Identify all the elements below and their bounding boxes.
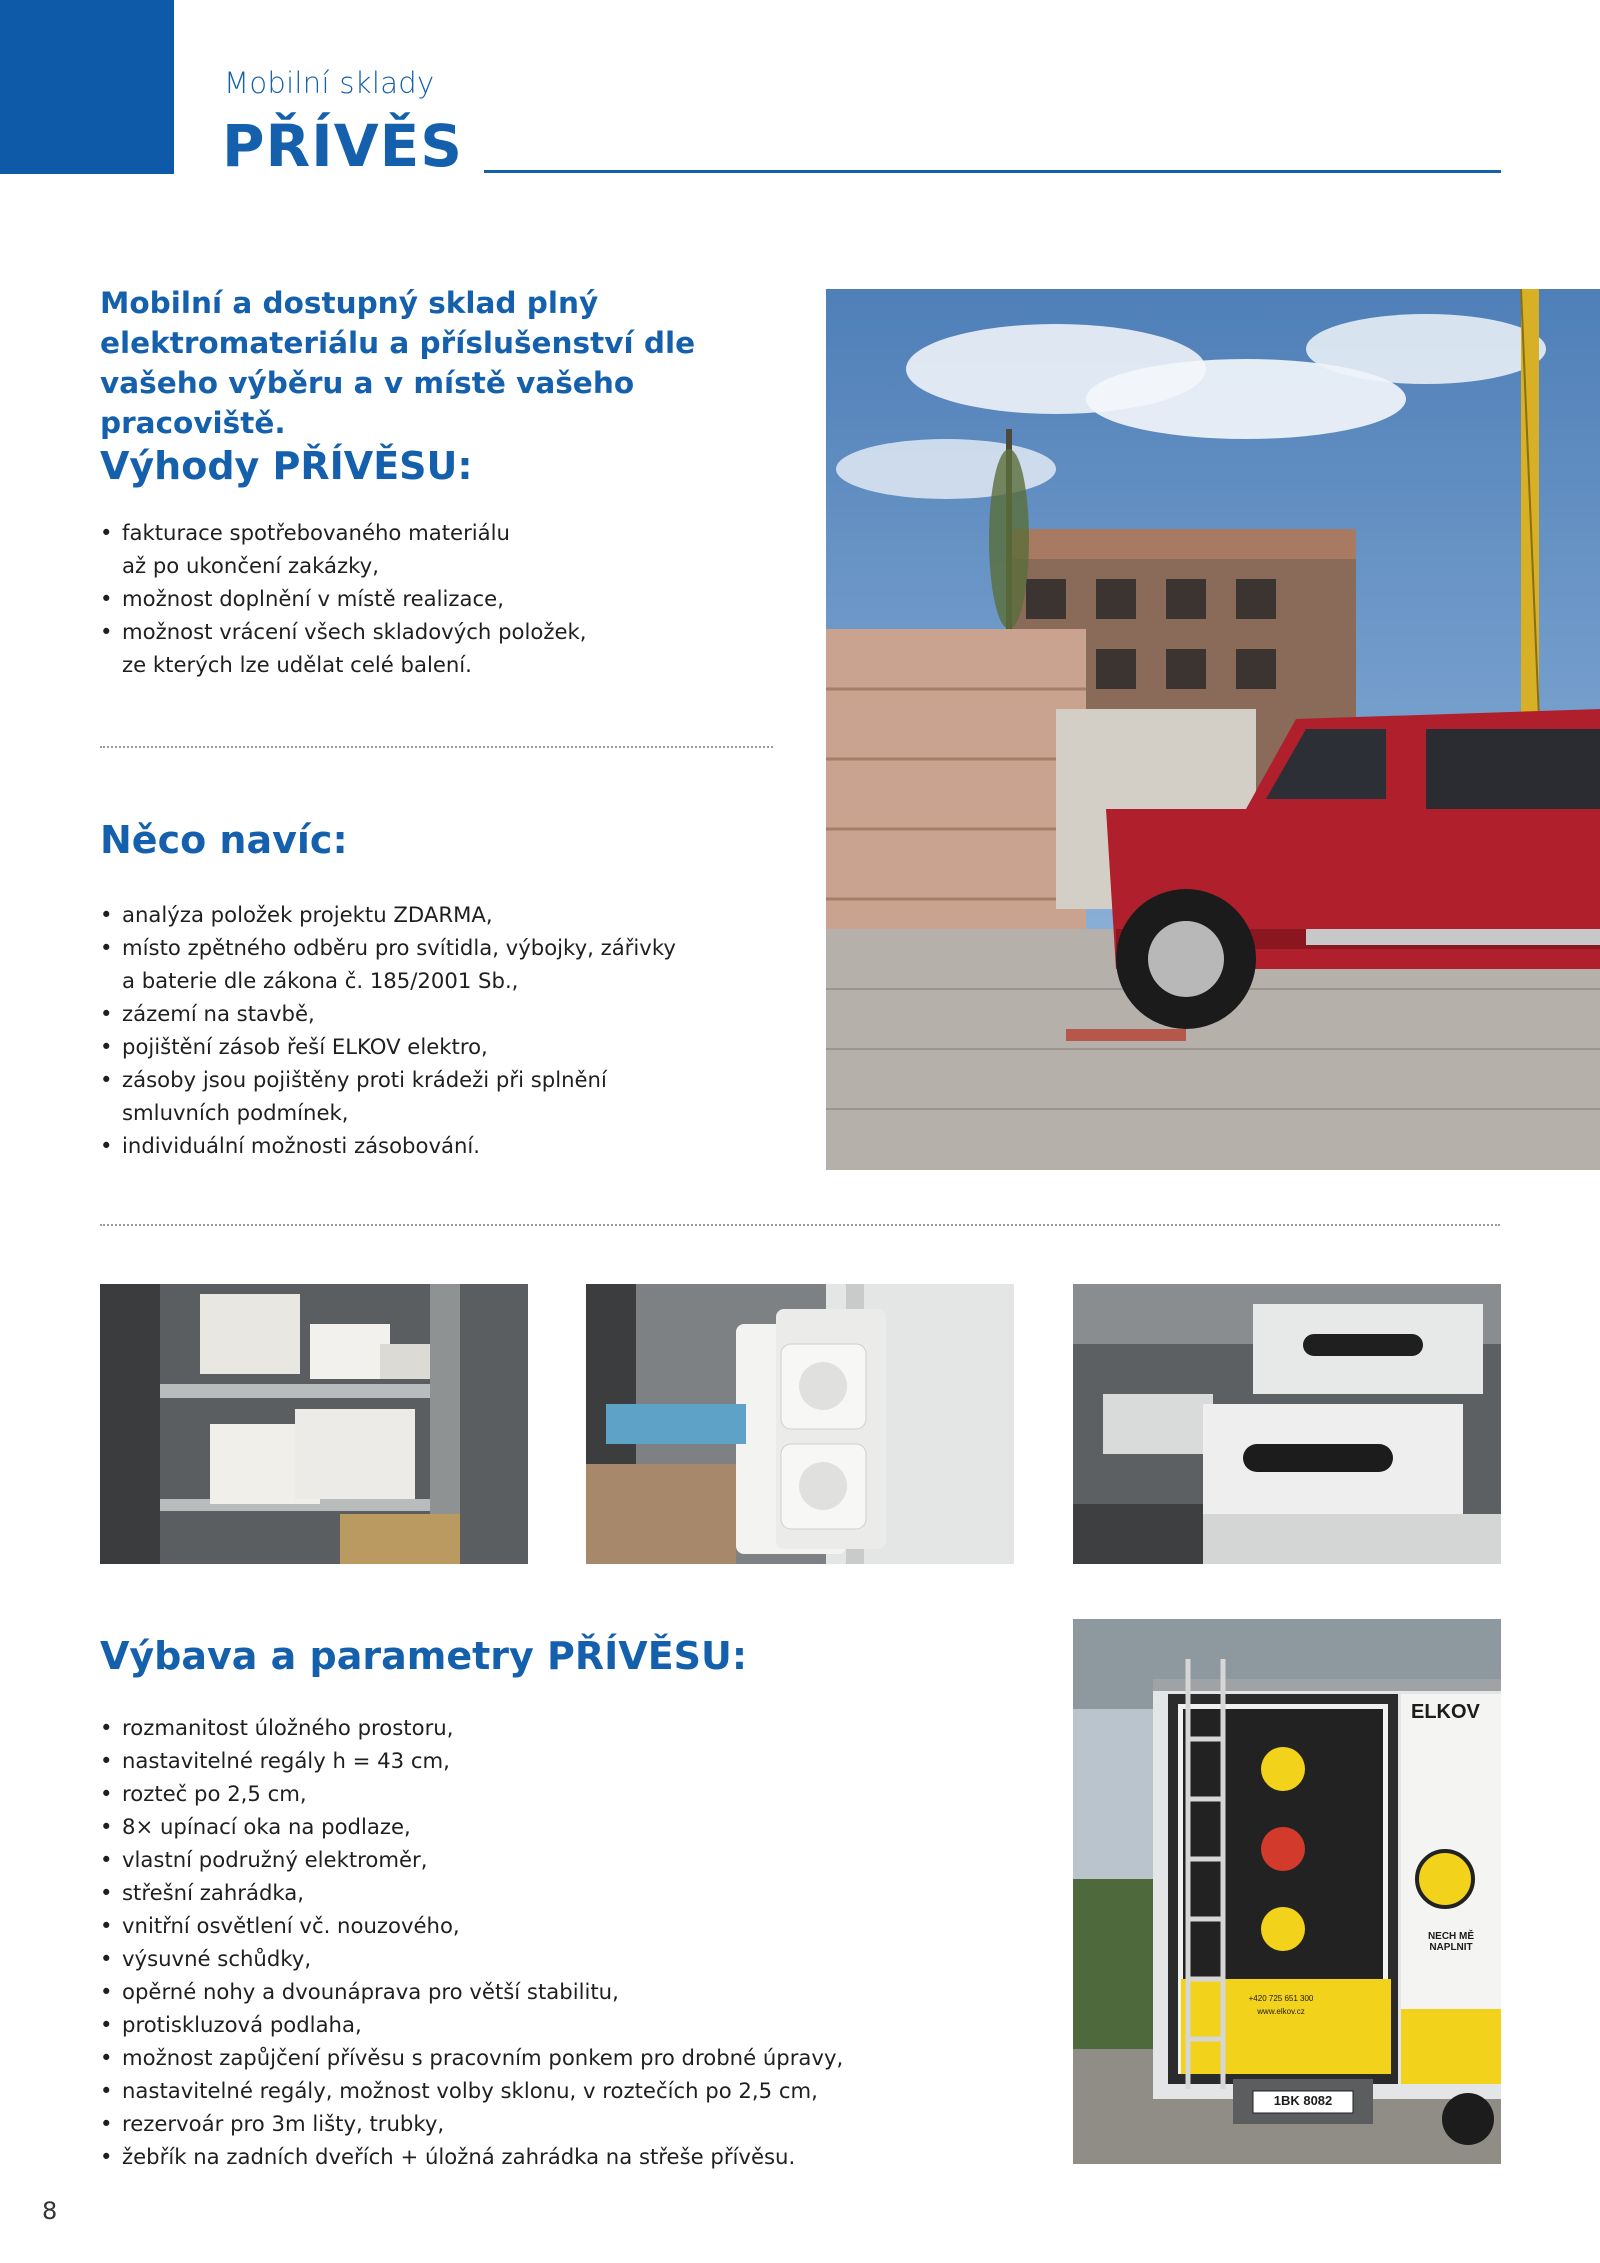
- sockets-photo: [586, 1284, 1014, 1564]
- trailer-photo: [1073, 1619, 1501, 2164]
- equipment-list: [100, 1711, 920, 2173]
- list-item: • analýza položek projektu ZDARMA,: [100, 898, 740, 931]
- trailer-brand-logo: ELKOV: [1411, 1701, 1480, 1723]
- list-item: • možnost doplnění v místě realizace,: [100, 582, 600, 615]
- page-number: 8: [42, 2197, 58, 2225]
- list-item: • možnost vrácení všech skladových položek, ze kterých lze udělat celé balení.: [100, 615, 600, 681]
- list-item: • vnitřní osvětlení vč. nouzového,: [100, 1909, 920, 1942]
- shelving-photo: [100, 1284, 528, 1564]
- list-item: • opěrné nohy a dvounáprava pro větší stabilitu,: [100, 1975, 920, 2008]
- list-item: • možnost zapůjčení přívěsu s pracovním ponkem pro drobné úpravy,: [100, 2041, 920, 2074]
- list-item: • místo zpětného odběru pro svítidla, výbojky, zářivky a baterie dle zákona č. 185/2001 Sb.,: [100, 931, 740, 997]
- dotted-divider: [100, 1224, 1500, 1226]
- section-subtitle: Mobilní sklady: [224, 66, 435, 100]
- list-item: • zásoby jsou pojištěny proti krádeži při splnění smluvních podmínek,: [100, 1063, 740, 1129]
- list-item: • rozteč po 2,5 cm,: [100, 1777, 920, 1810]
- dotted-divider: [100, 746, 773, 748]
- list-item: • pojištění zásob řeší ELKOV elektro,: [100, 1030, 740, 1063]
- title-divider: [484, 170, 1501, 173]
- list-item: • fakturace spotřebovaného materiálu až po ukončení zakázky,: [100, 516, 600, 582]
- trailer-slogan: NECH MĚ NAPLNIT: [1427, 1931, 1475, 1953]
- brand-color-block: [0, 0, 174, 174]
- equipment-heading: Výbava a parametry PŘÍVĚSU:: [100, 1634, 748, 1678]
- list-item: • žebřík na zadních dveřích + úložná zahrádka na střeše přívěsu.: [100, 2140, 920, 2173]
- list-item: • nastavitelné regály h = 43 cm,: [100, 1744, 920, 1777]
- advantages-list: [100, 516, 600, 681]
- trailer-phone: +420 725 651 300: [1248, 1994, 1314, 2003]
- intro-lead: Mobilní a dostupný sklad plný elektromateriálu a příslušenství dle vašeho výběru a v místě vašeho pracoviště.: [100, 286, 696, 440]
- construction-site-photo: [826, 289, 1600, 1170]
- extras-heading: Něco navíc:: [100, 818, 348, 862]
- list-item: • nastavitelné regály, možnost volby sklonu, v roztečích po 2,5 cm,: [100, 2074, 920, 2107]
- advantages-heading: Výhody PŘÍVĚSU:: [100, 444, 473, 488]
- list-item: • střešní zahrádka,: [100, 1876, 920, 1909]
- list-item: • zázemí na stavbě,: [100, 997, 740, 1030]
- list-item: • výsuvné schůdky,: [100, 1942, 920, 1975]
- list-item: • 8× upínací oka na podlaze,: [100, 1810, 920, 1843]
- trailer-web: www.elkov.cz: [1257, 2007, 1305, 2016]
- page-title: PŘÍVĚS: [222, 112, 464, 180]
- drawers-photo: [1073, 1284, 1501, 1564]
- list-item: • vlastní podružný elektroměr,: [100, 1843, 920, 1876]
- extras-list: [100, 898, 740, 1162]
- list-item: • protiskluzová podlaha,: [100, 2008, 920, 2041]
- list-item: • rozmanitost úložného prostoru,: [100, 1711, 920, 1744]
- license-plate: 1BK 8082: [1273, 2093, 1333, 2108]
- list-item: • individuální možnosti zásobování.: [100, 1129, 740, 1162]
- list-item: • rezervoár pro 3m lišty, trubky,: [100, 2107, 920, 2140]
